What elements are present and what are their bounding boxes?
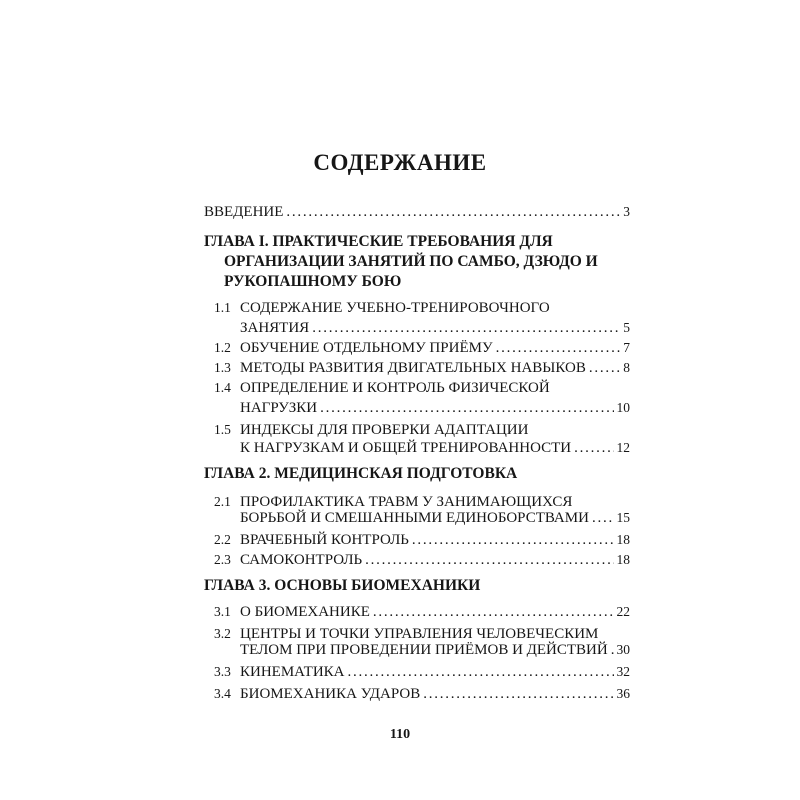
chapter-1-heading-line-2: ОРГАНИЗАЦИИ ЗАНЯТИЙ ПО САМБО, ДЗЮДО И [224, 253, 598, 270]
toc-entry-label: ВРАЧЕБНЫЙ КОНТРОЛЬ [240, 532, 409, 548]
toc-page-number: 8 [623, 360, 630, 375]
toc-entry-1-2 [214, 338, 630, 358]
toc-page-number: 15 [616, 510, 630, 525]
toc-entry-label: СОДЕРЖАНИЕ УЧЕБНО-ТРЕНИРОВОЧНОГО [240, 300, 550, 316]
toc-entry-1-1 [214, 298, 550, 318]
toc-entry-label: ОБУЧЕНИЕ ОТДЕЛЬНОМУ ПРИЁМУ [240, 340, 493, 356]
toc-entry-number: 1.4 [214, 380, 231, 395]
toc-entry-label: ВВЕДЕНИЕ [204, 204, 284, 220]
toc-entry-number: 2.1 [214, 494, 231, 509]
toc-entry-3-3 [214, 662, 630, 682]
toc-page-number: 18 [616, 552, 630, 567]
toc-leader-dots [496, 338, 621, 358]
toc-page-number: 32 [616, 664, 630, 679]
toc-entry-number: 1.3 [214, 360, 231, 375]
toc-leader-dots [320, 398, 613, 418]
toc-page-number: 10 [616, 400, 630, 415]
toc-entry-1-4 [214, 378, 550, 398]
toc-page-number: 7 [623, 340, 630, 355]
toc-entry-2-1-cont [240, 508, 630, 528]
toc-entry-2-2 [214, 530, 630, 550]
toc-entry-3-4 [214, 684, 630, 704]
toc-entry-1-5 [214, 420, 528, 440]
toc-entry-label: ЗАНЯТИЯ [240, 320, 310, 336]
toc-entry-label: ТЕЛОМ ПРИ ПРОВЕДЕНИИ ПРИЁМОВ И ДЕЙСТВИЙ [240, 642, 608, 658]
toc-page-number: 22 [616, 604, 630, 619]
toc-entry-2-3 [214, 550, 630, 570]
page-title: СОДЕРЖАНИЕ [313, 150, 487, 175]
toc-page-number: 3 [623, 204, 630, 219]
toc-leader-dots [348, 662, 614, 682]
toc-leader-dots [312, 318, 620, 338]
toc-entry-intro [204, 202, 630, 222]
chapter-3-heading: ГЛАВА 3. ОСНОВЫ БИОМЕХАНИКИ [204, 577, 481, 594]
toc-entry-label: БИОМЕХАНИКА УДАРОВ [240, 686, 421, 702]
toc-entry-number: 2.3 [214, 552, 231, 567]
toc-entry-1-5-cont [240, 438, 630, 458]
toc-entry-number: 1.1 [214, 300, 231, 315]
chapter-2-heading: ГЛАВА 2. МЕДИЦИНСКАЯ ПОДГОТОВКА [204, 465, 518, 482]
toc-page-number: 12 [616, 440, 630, 455]
toc-entry-number: 1.2 [214, 340, 231, 355]
chapter-1-heading-line-3: РУКОПАШНОМУ БОЮ [224, 273, 402, 290]
toc-entry-number: 1.5 [214, 422, 231, 437]
toc-page-number: 5 [623, 320, 630, 335]
toc-entry-number: 3.2 [214, 626, 231, 641]
page-number: 110 [389, 727, 411, 742]
toc-entry-label: О БИОМЕХАНИКЕ [240, 604, 370, 620]
toc-page-number: 18 [616, 532, 630, 547]
toc-entry-label: МЕТОДЫ РАЗВИТИЯ ДВИГАТЕЛЬНЫХ НАВЫКОВ [240, 360, 586, 376]
toc-leader-dots [574, 438, 613, 458]
toc-leader-dots [423, 684, 613, 704]
toc-entry-label: ПРОФИЛАКТИКА ТРАВМ У ЗАНИМАЮЩИХСЯ [240, 494, 573, 510]
toc-entry-label: КИНЕМАТИКА [240, 664, 345, 680]
toc-entry-1-1-cont [240, 318, 630, 338]
toc-leader-dots [373, 602, 614, 622]
toc-entry-label: К НАГРУЗКАМ И ОБЩЕЙ ТРЕНИРОВАННОСТИ [240, 440, 572, 456]
toc-page-number: 30 [616, 642, 630, 657]
toc-leader-dots [592, 508, 614, 528]
toc-entry-label: БОРЬБОЙ И СМЕШАННЫМИ ЕДИНОБОРСТВАМИ [240, 510, 589, 526]
toc-leader-dots [611, 640, 614, 660]
chapter-1-heading-line-1: ГЛАВА I. ПРАКТИЧЕСКИЕ ТРЕБОВАНИЯ ДЛЯ [204, 233, 553, 250]
toc-entry-3-2-cont [240, 640, 630, 660]
toc-leader-dots [286, 202, 620, 222]
toc-entry-1-3 [214, 358, 630, 378]
toc-entry-label: ОПРЕДЕЛЕНИЕ И КОНТРОЛЬ ФИЗИЧЕСКОЙ [240, 380, 550, 396]
toc-entry-label: САМОКОНТРОЛЬ [240, 552, 363, 568]
toc-leader-dots [412, 530, 614, 550]
toc-leader-dots [589, 358, 620, 378]
toc-entry-3-1 [214, 602, 630, 622]
toc-entry-number: 3.1 [214, 604, 231, 619]
toc-page-number: 36 [616, 686, 630, 701]
toc-entry-number: 3.4 [214, 686, 231, 701]
toc-entry-1-4-cont [240, 398, 630, 418]
toc-leader-dots [365, 550, 613, 570]
toc-entry-label: НАГРУЗКИ [240, 400, 318, 416]
toc-entry-label: ИНДЕКСЫ ДЛЯ ПРОВЕРКИ АДАПТАЦИИ [240, 422, 529, 438]
toc-entry-number: 2.2 [214, 532, 231, 547]
toc-entry-label: ЦЕНТРЫ И ТОЧКИ УПРАВЛЕНИЯ ЧЕЛОВЕЧЕСКИМ [240, 626, 599, 642]
toc-entry-number: 3.3 [214, 664, 231, 679]
